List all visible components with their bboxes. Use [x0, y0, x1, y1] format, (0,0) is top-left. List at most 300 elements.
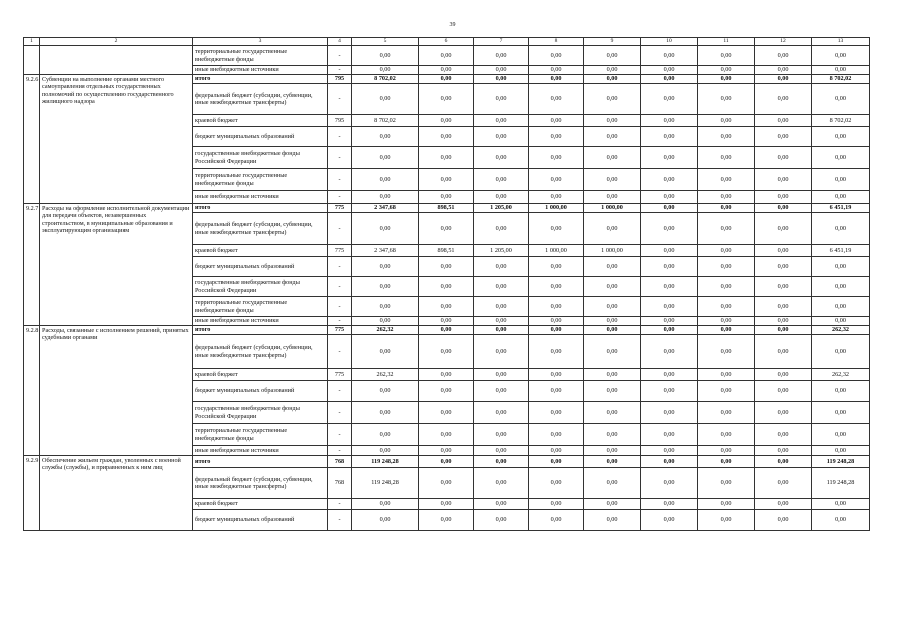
amount-cell: 0,00 [529, 66, 584, 75]
amount-cell: 0,00 [352, 84, 419, 115]
amount-cell: 0,00 [474, 66, 529, 75]
amount-cell: 0,00 [584, 446, 641, 456]
amount-cell: 0,00 [812, 510, 870, 531]
amount-cell: 0,00 [529, 46, 584, 66]
amount-cell: 0,00 [755, 75, 812, 84]
amount-cell: 0,00 [812, 402, 870, 424]
amount-cell: 262,32 [352, 369, 419, 381]
amount-cell: 0,00 [529, 297, 584, 317]
funding-source-cell: территориальные государственные внебюджетные фонды [193, 169, 328, 191]
column-number: 9 [584, 38, 641, 46]
column-number-row [24, 38, 870, 46]
amount-cell: 0,00 [755, 115, 812, 127]
amount-cell: 0,00 [755, 317, 812, 326]
amount-cell: 0,00 [529, 446, 584, 456]
amount-cell: 0,00 [698, 115, 755, 127]
code-cell: - [328, 147, 352, 169]
code-cell: - [328, 169, 352, 191]
amount-cell: 0,00 [474, 127, 529, 147]
amount-cell: 0,00 [755, 446, 812, 456]
amount-cell: 0,00 [352, 169, 419, 191]
amount-cell: 0,00 [698, 446, 755, 456]
amount-cell: 0,00 [584, 297, 641, 317]
amount-cell: 0,00 [698, 204, 755, 213]
funding-source-cell: бюджет муниципальных образований [193, 257, 328, 277]
amount-cell: 0,00 [698, 499, 755, 510]
funding-source-cell: федеральный бюджет (субсидии, субвенции, иные межбюджетные трансферты) [193, 335, 328, 369]
amount-cell: 0,00 [529, 335, 584, 369]
amount-cell: 0,00 [698, 335, 755, 369]
amount-cell: 0,00 [755, 169, 812, 191]
amount-cell: 0,00 [812, 297, 870, 317]
amount-cell: 0,00 [755, 127, 812, 147]
amount-cell: 0,00 [641, 335, 698, 369]
amount-cell: 0,00 [698, 127, 755, 147]
amount-cell: 0,00 [698, 277, 755, 297]
funding-source-cell: территориальные государственные внебюджетные фонды [193, 297, 328, 317]
amount-cell: 0,00 [641, 446, 698, 456]
amount-cell: 0,00 [419, 191, 474, 204]
funding-source-cell: бюджет муниципальных образований [193, 381, 328, 402]
amount-cell: 119 248,28 [352, 456, 419, 468]
item-number-cell [24, 46, 40, 75]
amount-cell: 0,00 [641, 402, 698, 424]
amount-cell: 0,00 [641, 277, 698, 297]
table-body [24, 38, 870, 531]
amount-cell: 0,00 [755, 402, 812, 424]
amount-cell: 0,00 [698, 468, 755, 499]
code-cell: - [328, 297, 352, 317]
amount-cell: 0,00 [641, 369, 698, 381]
amount-cell: 0,00 [755, 204, 812, 213]
amount-cell: 1 000,00 [529, 245, 584, 257]
amount-cell: 119 248,28 [352, 468, 419, 499]
amount-cell: 0,00 [812, 317, 870, 326]
amount-cell: 119 248,28 [812, 456, 870, 468]
code-cell: - [328, 66, 352, 75]
code-cell: - [328, 402, 352, 424]
table-row [24, 456, 870, 468]
amount-cell: 898,51 [419, 245, 474, 257]
item-description-cell: Обеспечение жильем граждан, уволенных с военной службы (службы), и приравненных к ним лиц [40, 456, 193, 531]
amount-cell: 0,00 [352, 213, 419, 245]
code-cell: 795 [328, 75, 352, 84]
amount-cell: 0,00 [584, 402, 641, 424]
amount-cell: 0,00 [584, 127, 641, 147]
funding-source-cell: иные внебюджетные источники [193, 66, 328, 75]
amount-cell: 0,00 [698, 245, 755, 257]
amount-cell: 119 248,28 [812, 468, 870, 499]
amount-cell: 0,00 [641, 317, 698, 326]
column-number: 7 [474, 38, 529, 46]
column-number: 2 [40, 38, 193, 46]
amount-cell: 0,00 [755, 147, 812, 169]
amount-cell: 0,00 [641, 499, 698, 510]
amount-cell: 0,00 [529, 369, 584, 381]
amount-cell: 0,00 [755, 381, 812, 402]
amount-cell: 0,00 [419, 147, 474, 169]
amount-cell: 0,00 [529, 257, 584, 277]
amount-cell: 0,00 [641, 115, 698, 127]
amount-cell: 0,00 [474, 381, 529, 402]
funding-source-cell: иные внебюджетные источники [193, 317, 328, 326]
code-cell: - [328, 257, 352, 277]
code-cell: 795 [328, 115, 352, 127]
amount-cell: 6 451,19 [812, 245, 870, 257]
amount-cell: 0,00 [812, 499, 870, 510]
table-row [24, 204, 870, 213]
code-cell: - [328, 191, 352, 204]
amount-cell: 0,00 [419, 424, 474, 446]
amount-cell: 0,00 [474, 335, 529, 369]
code-cell: - [328, 213, 352, 245]
amount-cell: 0,00 [474, 169, 529, 191]
amount-cell: 0,00 [755, 245, 812, 257]
amount-cell: 0,00 [755, 456, 812, 468]
funding-source-cell: краевой бюджет [193, 369, 328, 381]
table-row [24, 46, 870, 66]
amount-cell: 0,00 [529, 424, 584, 446]
amount-cell: 0,00 [584, 381, 641, 402]
amount-cell: 0,00 [698, 510, 755, 531]
amount-cell: 0,00 [529, 191, 584, 204]
amount-cell: 0,00 [698, 424, 755, 446]
amount-cell: 0,00 [352, 147, 419, 169]
amount-cell: 0,00 [755, 257, 812, 277]
amount-cell: 2 347,68 [352, 204, 419, 213]
item-number-cell: 9.2.6 [24, 75, 40, 204]
amount-cell: 0,00 [641, 46, 698, 66]
amount-cell: 0,00 [641, 75, 698, 84]
funding-source-cell: краевой бюджет [193, 499, 328, 510]
amount-cell: 0,00 [529, 326, 584, 335]
funding-source-cell: федеральный бюджет (субсидии, субвенции, иные межбюджетные трансферты) [193, 468, 328, 499]
amount-cell: 0,00 [474, 424, 529, 446]
amount-cell: 0,00 [584, 147, 641, 169]
amount-cell: 0,00 [584, 424, 641, 446]
amount-cell: 0,00 [812, 66, 870, 75]
amount-cell: 0,00 [584, 317, 641, 326]
amount-cell: 0,00 [755, 191, 812, 204]
amount-cell: 0,00 [474, 75, 529, 84]
code-cell: 768 [328, 468, 352, 499]
column-number: 12 [755, 38, 812, 46]
amount-cell: 0,00 [474, 402, 529, 424]
amount-cell: 0,00 [812, 335, 870, 369]
code-cell: 775 [328, 204, 352, 213]
amount-cell: 0,00 [641, 245, 698, 257]
amount-cell: 0,00 [474, 277, 529, 297]
amount-cell: 0,00 [474, 84, 529, 115]
amount-cell: 0,00 [352, 191, 419, 204]
budget-table [23, 37, 870, 531]
amount-cell: 0,00 [641, 66, 698, 75]
code-cell: - [328, 127, 352, 147]
amount-cell: 0,00 [584, 46, 641, 66]
amount-cell: 0,00 [755, 213, 812, 245]
amount-cell: 0,00 [529, 499, 584, 510]
amount-cell: 0,00 [419, 75, 474, 84]
amount-cell: 0,00 [584, 257, 641, 277]
funding-source-cell: итого [193, 75, 328, 84]
amount-cell: 0,00 [529, 510, 584, 531]
funding-source-cell: государственные внебюджетные фонды Российской Федерации [193, 277, 328, 297]
amount-cell: 0,00 [584, 169, 641, 191]
amount-cell: 0,00 [584, 75, 641, 84]
funding-source-cell: иные внебюджетные источники [193, 446, 328, 456]
amount-cell: 0,00 [641, 381, 698, 402]
amount-cell: 0,00 [641, 510, 698, 531]
funding-source-cell: иные внебюджетные источники [193, 191, 328, 204]
amount-cell: 0,00 [584, 499, 641, 510]
amount-cell: 0,00 [698, 456, 755, 468]
amount-cell: 1 000,00 [584, 245, 641, 257]
amount-cell: 0,00 [698, 169, 755, 191]
amount-cell: 262,32 [812, 326, 870, 335]
amount-cell: 0,00 [584, 456, 641, 468]
amount-cell: 0,00 [529, 213, 584, 245]
amount-cell: 0,00 [419, 335, 474, 369]
amount-cell: 0,00 [474, 326, 529, 335]
amount-cell: 0,00 [755, 326, 812, 335]
amount-cell: 0,00 [474, 115, 529, 127]
amount-cell: 0,00 [419, 402, 474, 424]
amount-cell: 0,00 [419, 66, 474, 75]
column-number: 5 [352, 38, 419, 46]
item-description-cell: Расходы на оформление исполнительной документации для передачи объектов, незавершенных строительством, в муниципальные образования и эксплуатирующим организациям [40, 204, 193, 326]
amount-cell: 0,00 [352, 446, 419, 456]
funding-source-cell: итого [193, 456, 328, 468]
column-number: 1 [24, 38, 40, 46]
code-cell: - [328, 335, 352, 369]
amount-cell: 0,00 [352, 424, 419, 446]
amount-cell: 0,00 [755, 84, 812, 115]
amount-cell: 0,00 [352, 277, 419, 297]
amount-cell: 0,00 [529, 381, 584, 402]
code-cell: 775 [328, 326, 352, 335]
amount-cell: 0,00 [698, 75, 755, 84]
funding-source-cell: государственные внебюджетные фонды Российской Федерации [193, 147, 328, 169]
amount-cell: 0,00 [419, 84, 474, 115]
amount-cell: 0,00 [419, 46, 474, 66]
amount-cell: 0,00 [474, 191, 529, 204]
amount-cell: 0,00 [641, 84, 698, 115]
item-description-cell: Расходы, связанные с исполнением решений, принятых судебными органами [40, 326, 193, 456]
amount-cell: 0,00 [419, 169, 474, 191]
funding-source-cell: итого [193, 204, 328, 213]
page-number: 39 [449, 22, 456, 28]
amount-cell: 0,00 [698, 317, 755, 326]
funding-source-cell: бюджет муниципальных образований [193, 510, 328, 531]
amount-cell: 0,00 [419, 326, 474, 335]
code-cell: 768 [328, 456, 352, 468]
amount-cell: 0,00 [641, 468, 698, 499]
amount-cell: 8 702,02 [352, 75, 419, 84]
amount-cell: 0,00 [474, 147, 529, 169]
code-cell: - [328, 424, 352, 446]
amount-cell: 0,00 [812, 446, 870, 456]
amount-cell: 0,00 [812, 127, 870, 147]
amount-cell: 898,51 [419, 204, 474, 213]
amount-cell: 0,00 [529, 402, 584, 424]
amount-cell: 0,00 [698, 147, 755, 169]
amount-cell: 0,00 [352, 127, 419, 147]
amount-cell: 0,00 [584, 191, 641, 204]
code-cell: 775 [328, 245, 352, 257]
amount-cell: 0,00 [812, 424, 870, 446]
amount-cell: 0,00 [755, 510, 812, 531]
amount-cell: 0,00 [584, 468, 641, 499]
item-number-cell: 9.2.9 [24, 456, 40, 531]
funding-source-cell: бюджет муниципальных образований [193, 127, 328, 147]
amount-cell: 0,00 [641, 191, 698, 204]
amount-cell: 1 000,00 [529, 204, 584, 213]
amount-cell: 0,00 [419, 213, 474, 245]
amount-cell: 0,00 [474, 456, 529, 468]
amount-cell: 0,00 [812, 213, 870, 245]
amount-cell: 0,00 [698, 84, 755, 115]
column-number: 11 [698, 38, 755, 46]
amount-cell: 8 702,02 [352, 115, 419, 127]
amount-cell: 0,00 [529, 317, 584, 326]
amount-cell: 0,00 [812, 169, 870, 191]
amount-cell: 0,00 [352, 66, 419, 75]
amount-cell: 0,00 [812, 191, 870, 204]
amount-cell: 0,00 [698, 191, 755, 204]
amount-cell: 0,00 [352, 510, 419, 531]
amount-cell: 0,00 [755, 46, 812, 66]
item-description-cell [40, 46, 193, 75]
amount-cell: 0,00 [698, 297, 755, 317]
code-cell: - [328, 317, 352, 326]
amount-cell: 0,00 [419, 468, 474, 499]
code-cell: - [328, 277, 352, 297]
funding-source-cell: федеральный бюджет (субсидии, субвенции, иные межбюджетные трансферты) [193, 213, 328, 245]
code-cell: - [328, 46, 352, 66]
amount-cell: 0,00 [584, 335, 641, 369]
item-number-cell: 9.2.8 [24, 326, 40, 456]
amount-cell: 0,00 [474, 446, 529, 456]
amount-cell: 0,00 [812, 46, 870, 66]
amount-cell: 0,00 [698, 326, 755, 335]
amount-cell: 262,32 [812, 369, 870, 381]
amount-cell: 0,00 [529, 75, 584, 84]
amount-cell: 0,00 [419, 277, 474, 297]
amount-cell: 0,00 [584, 277, 641, 297]
amount-cell: 8 702,02 [812, 75, 870, 84]
funding-source-cell: итого [193, 326, 328, 335]
amount-cell: 0,00 [812, 84, 870, 115]
amount-cell: 0,00 [474, 46, 529, 66]
amount-cell: 0,00 [529, 169, 584, 191]
amount-cell: 0,00 [755, 297, 812, 317]
item-description-cell: Субвенции на выполнение органами местного самоуправления отдельных государственных полномочий по осуществлению государственного жилищного надзора [40, 75, 193, 204]
amount-cell: 0,00 [698, 369, 755, 381]
amount-cell: 0,00 [698, 213, 755, 245]
amount-cell: 0,00 [584, 326, 641, 335]
amount-cell: 0,00 [419, 297, 474, 317]
amount-cell: 0,00 [352, 499, 419, 510]
code-cell: - [328, 499, 352, 510]
table-row [24, 326, 870, 335]
amount-cell: 0,00 [419, 456, 474, 468]
amount-cell: 2 347,68 [352, 245, 419, 257]
amount-cell: 0,00 [812, 257, 870, 277]
amount-cell: 0,00 [641, 127, 698, 147]
amount-cell: 0,00 [474, 297, 529, 317]
amount-cell: 0,00 [352, 402, 419, 424]
column-number: 6 [419, 38, 474, 46]
amount-cell: 0,00 [584, 369, 641, 381]
amount-cell: 0,00 [755, 277, 812, 297]
amount-cell: 0,00 [474, 257, 529, 277]
code-cell: - [328, 381, 352, 402]
funding-source-cell: краевой бюджет [193, 115, 328, 127]
column-number: 13 [812, 38, 870, 46]
amount-cell: 0,00 [698, 46, 755, 66]
amount-cell: 0,00 [352, 46, 419, 66]
table-row [24, 75, 870, 84]
amount-cell: 0,00 [755, 335, 812, 369]
amount-cell: 0,00 [352, 335, 419, 369]
amount-cell: 0,00 [698, 66, 755, 75]
funding-source-cell: территориальные государственные внебюджетные фонды [193, 424, 328, 446]
column-number: 10 [641, 38, 698, 46]
amount-cell: 0,00 [529, 84, 584, 115]
amount-cell: 0,00 [474, 510, 529, 531]
amount-cell: 0,00 [474, 499, 529, 510]
amount-cell: 0,00 [529, 127, 584, 147]
amount-cell: 0,00 [641, 213, 698, 245]
amount-cell: 0,00 [352, 381, 419, 402]
amount-cell: 0,00 [641, 326, 698, 335]
amount-cell: 0,00 [474, 213, 529, 245]
amount-cell: 0,00 [641, 169, 698, 191]
funding-source-cell: государственные внебюджетные фонды Российской Федерации [193, 402, 328, 424]
amount-cell: 6 451,19 [812, 204, 870, 213]
amount-cell: 0,00 [474, 317, 529, 326]
code-cell: - [328, 84, 352, 115]
amount-cell: 0,00 [641, 204, 698, 213]
amount-cell: 0,00 [755, 369, 812, 381]
amount-cell: 0,00 [641, 257, 698, 277]
amount-cell: 0,00 [529, 277, 584, 297]
amount-cell: 0,00 [419, 257, 474, 277]
funding-source-cell: территориальные государственные внебюджетные фонды [193, 46, 328, 66]
amount-cell: 0,00 [419, 499, 474, 510]
funding-source-cell: федеральный бюджет (субсидии, субвенции, иные межбюджетные трансферты) [193, 84, 328, 115]
amount-cell: 0,00 [755, 499, 812, 510]
amount-cell: 0,00 [698, 381, 755, 402]
code-cell: 775 [328, 369, 352, 381]
amount-cell: 0,00 [641, 424, 698, 446]
amount-cell: 0,00 [529, 147, 584, 169]
column-number: 3 [193, 38, 328, 46]
column-number: 8 [529, 38, 584, 46]
amount-cell: 0,00 [812, 147, 870, 169]
amount-cell: 0,00 [419, 127, 474, 147]
column-number: 4 [328, 38, 352, 46]
amount-cell: 0,00 [352, 297, 419, 317]
amount-cell: 0,00 [698, 402, 755, 424]
amount-cell: 1 000,00 [584, 204, 641, 213]
amount-cell: 0,00 [584, 84, 641, 115]
amount-cell: 0,00 [419, 115, 474, 127]
amount-cell: 0,00 [584, 213, 641, 245]
amount-cell: 0,00 [529, 456, 584, 468]
amount-cell: 0,00 [419, 446, 474, 456]
code-cell: - [328, 510, 352, 531]
